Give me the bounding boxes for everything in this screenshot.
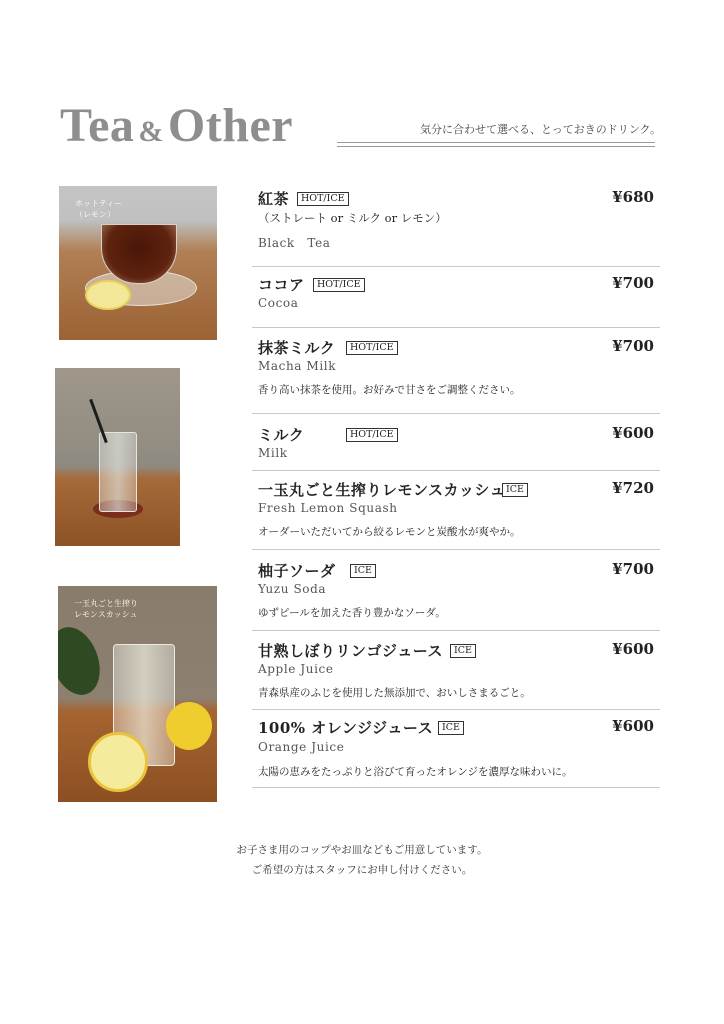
- item-english-name: Orange Juice: [258, 740, 345, 754]
- header-rule: [337, 142, 655, 143]
- item-english-name: Apple Juice: [258, 662, 334, 676]
- footer-note: ご希望の方はスタッフにお申し付けください。: [251, 864, 473, 876]
- divider: [252, 709, 660, 710]
- item-description: ゆずピールを加えた香り豊かなソーダ。: [258, 607, 446, 619]
- item-name: 柚子ソーダ: [258, 562, 336, 580]
- page-title: [60, 99, 294, 152]
- temperature-badge: HOT/ICE: [346, 428, 398, 442]
- item-name: ミルク: [258, 426, 305, 444]
- title-ampersand: &: [138, 115, 164, 148]
- item-price: ¥720: [612, 479, 654, 497]
- temperature-badge: ICE: [350, 564, 376, 578]
- item-price: ¥700: [612, 337, 654, 355]
- temperature-badge: ICE: [502, 483, 528, 497]
- item-description: 香り高い抹茶を使用。お好みで甘さをご調整ください。: [258, 384, 521, 396]
- glass: [99, 432, 137, 512]
- item-name: ココア: [258, 276, 305, 294]
- item-english-name: Fresh Lemon Squash: [258, 501, 398, 515]
- photo-caption-line: レモンスカッシュ: [74, 610, 138, 619]
- lemon-squash-photo: [58, 586, 217, 802]
- item-english-name: Cocoa: [258, 296, 299, 310]
- header-rule: [337, 146, 655, 147]
- item-price: ¥680: [612, 188, 654, 206]
- hot-tea-photo: [59, 186, 217, 340]
- title-tea: Tea: [60, 99, 135, 152]
- temperature-badge: HOT/ICE: [297, 192, 349, 206]
- item-name: 抹茶ミルク: [258, 339, 336, 357]
- item-price: ¥600: [612, 424, 654, 442]
- divider: [252, 327, 660, 328]
- photo-caption: [74, 598, 138, 620]
- item-options: （ストレート or ミルク or レモン）: [258, 211, 447, 225]
- item-name: 紅茶: [258, 190, 290, 208]
- lemon-half: [88, 732, 148, 792]
- title-other: Other: [167, 99, 294, 152]
- divider: [252, 630, 660, 631]
- item-price: ¥600: [612, 640, 654, 658]
- item-description: オーダーいただいてから絞るレモンと炭酸水が爽やか。: [258, 526, 521, 538]
- item-english-name: Macha Milk: [258, 359, 337, 373]
- temperature-badge: HOT/ICE: [313, 278, 365, 292]
- temperature-badge: HOT/ICE: [346, 341, 398, 355]
- footer-note: お子さま用のコップやお皿などもご用意しています。: [236, 844, 488, 856]
- temperature-badge: ICE: [438, 721, 464, 735]
- soda-photo: [55, 368, 180, 546]
- item-english-name: Black Tea: [258, 236, 331, 250]
- photo-caption: [75, 198, 122, 220]
- item-english-name: Yuzu Soda: [258, 582, 327, 596]
- item-price: ¥700: [612, 274, 654, 292]
- lemon: [166, 702, 212, 750]
- divider: [252, 787, 660, 788]
- photo-caption-line: （レモン）: [75, 210, 115, 219]
- page-subtitle: 気分に合わせて選べる、とっておきのドリンク。: [420, 123, 662, 136]
- item-price: ¥600: [612, 717, 654, 735]
- item-name: 一玉丸ごと生搾りレモンスカッシュ: [258, 481, 506, 499]
- divider: [252, 470, 660, 471]
- photo-caption-line: 一玉丸ごと生搾り: [74, 599, 138, 608]
- item-name: 甘熟しぼりリンゴジュース: [258, 642, 443, 660]
- item-name: 100% オレンジジュース: [258, 719, 434, 737]
- item-price: ¥700: [612, 560, 654, 578]
- photo-caption-line: ホットティー: [75, 199, 123, 208]
- item-description: 青森県産のふじを使用した無添加で、おいしさまるごと。: [258, 687, 531, 699]
- divider: [252, 549, 660, 550]
- lemon-slice: [85, 280, 131, 310]
- leaf: [58, 620, 109, 702]
- item-description: 太陽の恵みをたっぷりと浴びて育ったオレンジを濃厚な味わいに。: [258, 766, 573, 778]
- divider: [252, 266, 660, 267]
- divider: [252, 413, 660, 414]
- item-english-name: Milk: [258, 446, 288, 460]
- temperature-badge: ICE: [450, 644, 476, 658]
